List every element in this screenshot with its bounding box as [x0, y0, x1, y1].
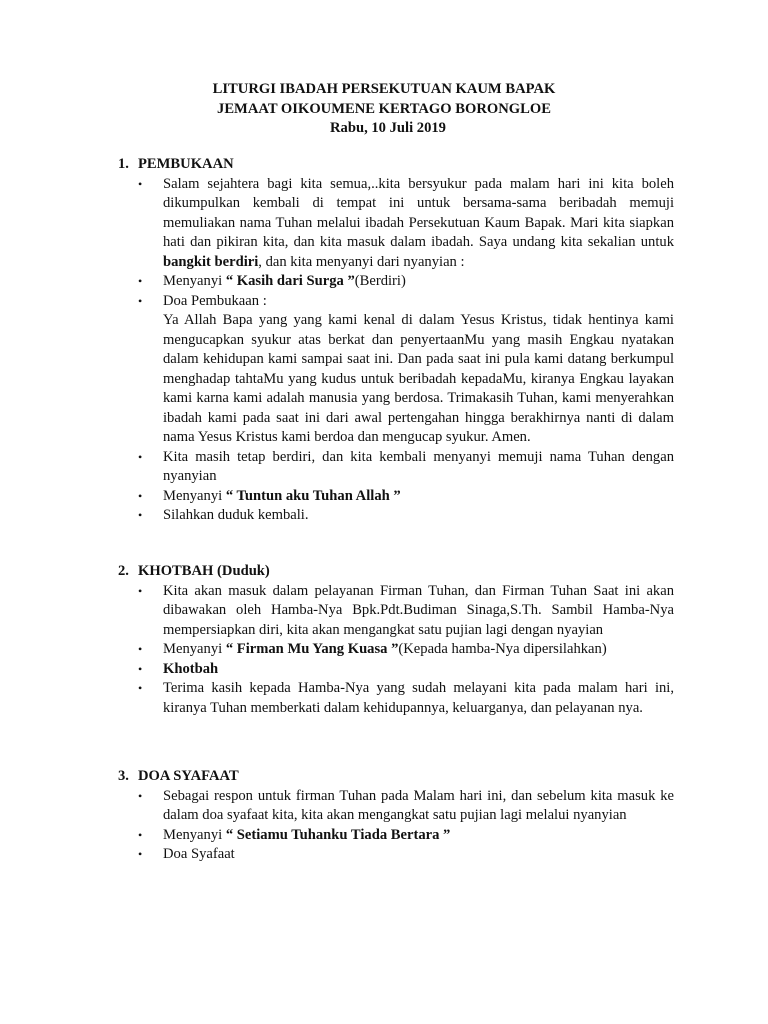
header-congregation: JEMAAT OIKOUMENE KERTAGO BORONGLOE	[217, 100, 551, 117]
section-items	[118, 787, 674, 865]
section-title: KHOTBAH (Duduk)	[138, 563, 270, 579]
list-item: • Menyanyi “ Setiamu Tuhanku Tiada Bertara ”	[118, 826, 674, 846]
section-title: DOA SYAFAAT	[138, 768, 239, 784]
bullet-icon: •	[138, 176, 143, 191]
section-khotbah	[118, 562, 674, 718]
list-item: • Menyanyi “ Tuntun aku Tuhan Allah ”	[118, 487, 674, 507]
bullet-icon: •	[138, 488, 143, 503]
section-pembukaan	[118, 155, 674, 526]
section-heading	[118, 155, 674, 175]
list-item: • Menyanyi “ Firman Mu Yang Kuasa ”(Kepada hamba-Nya dipersilahkan)	[118, 640, 674, 660]
list-item: • Sebagai respon untuk firman Tuhan pada Malam hari ini, dan sebelum kita masuk ke dalam doa syafaat kita, kita akan mengangkat satu pujian lagi melalui nyanyian	[138, 787, 674, 823]
bullet-icon: •	[138, 449, 143, 464]
header-title: LITURGI IBADAH PERSEKUTUAN KAUM BAPAK	[212, 81, 556, 97]
list-item: • Kita akan masuk dalam pelayanan Firman Tuhan, dan Firman Tuhan Saat ini akan dibawakan oleh Hamba-Nya Bpk.Pdt.Budiman Sinaga,S.Th. Sambil Hamba-Nya mempersiapkan diri, kita akan mengangkat satu pujian lagi dengan nyayian	[138, 582, 674, 638]
bullet-icon: •	[138, 681, 143, 695]
bullet-icon: •	[138, 583, 143, 598]
list-item: • Khotbah	[118, 660, 674, 680]
bullet-icon: •	[138, 293, 143, 308]
document-header	[0, 80, 768, 139]
section-items	[118, 175, 674, 526]
opening-prayer-text: Ya Allah Bapa yang yang kami kenal di dalam Yesus Kristus, tidak hentinya kami mengucapkan syukur atas berkat dan penyertaanMu yang masih Engkau nyatakan dalam kehidupan kami sampai saat ini. Dan pada saat ini pula kami datang berkumpul menghadap tahtaMu yang kudus untuk beribadah kepadaMu, kiranya Engkau layakan kami karna kami adalah manusia yang berdosa. Trimakasih Tuhan, kami menyerahkan ibadah kami pada saat ini dari awal pertengahan hingga berakhirnya nanti di dalam nama Yesus Kristus kami berdoa dan mengucap syukur. Amen.	[163, 312, 674, 445]
section-title: PEMBUKAAN	[138, 156, 234, 172]
section-heading	[118, 767, 674, 787]
list-item: • Silahkan duduk kembali.	[118, 506, 674, 526]
bullet-icon: •	[138, 508, 143, 522]
list-item: • Doa Syafaat	[118, 845, 674, 865]
section-number: 1.	[118, 156, 129, 172]
list-item: • Doa Pembukaan : Ya Allah Bapa yang yang kami kenal di dalam Yesus Kristus, tidak hentinya kami mengucapkan syukur atas berkat dan penyertaanMu yang masih Engkau nyatakan dalam kehidupan kami sampai saat ini. Dan pada saat ini pula kami datang berkumpul menghadap tahtaMu yang kudus untuk beribadah kepadaMu, kiranya Engkau layakan kami karna kami adalah manusia yang berdosa. Trimakasih Tuhan, kami menyerahkan ibadah kami pada saat ini dari awal pertengahan hingga berakhirnya nanti di dalam nama Yesus Kristus kami berdoa dan mengucap syukur. Amen.	[118, 292, 674, 448]
bullet-icon: •	[138, 661, 143, 676]
bullet-icon: •	[138, 788, 143, 803]
list-item: • Salam sejahtera bagi kita semua,..kita bersyukur pada malam hari ini kita boleh dikumpulkan kembali di tempat ini untuk bersama-sama beribadah memuji memuliakan nama Tuhan melalui ibadah Persekutuan Kaum Bapak. Mari kita siapkan hati dan pikiran kita, dan kita masuk dalam ibadah. Saya undang kita sekalian untuk bangkit berdiri, dan kita menyanyi dari nyanyian :	[138, 175, 674, 270]
section-number: 3.	[118, 768, 129, 784]
list-item: • Terima kasih kepada Hamba-Nya yang sudah melayani kita pada malam hari ini, kiranya Tuhan memberkati dalam kehidupannya, keluarganya, dan pelayanan nya.	[138, 680, 674, 716]
section-doa-syafaat	[118, 767, 674, 865]
bullet-icon: •	[138, 847, 143, 861]
section-items	[118, 582, 674, 719]
bullet-icon: •	[138, 642, 143, 656]
bullet-icon: •	[138, 827, 143, 842]
list-item: • Menyanyi “ Kasih dari Surga ”(Berdiri)	[118, 272, 674, 292]
section-number: 2.	[118, 563, 129, 579]
section-heading	[118, 562, 674, 582]
header-date: Rabu, 10 Juli 2019	[330, 120, 446, 136]
bullet-icon: •	[138, 274, 143, 288]
list-item: • Kita masih tetap berdiri, dan kita kembali menyanyi memuji nama Tuhan dengan nyanyian	[138, 448, 674, 484]
